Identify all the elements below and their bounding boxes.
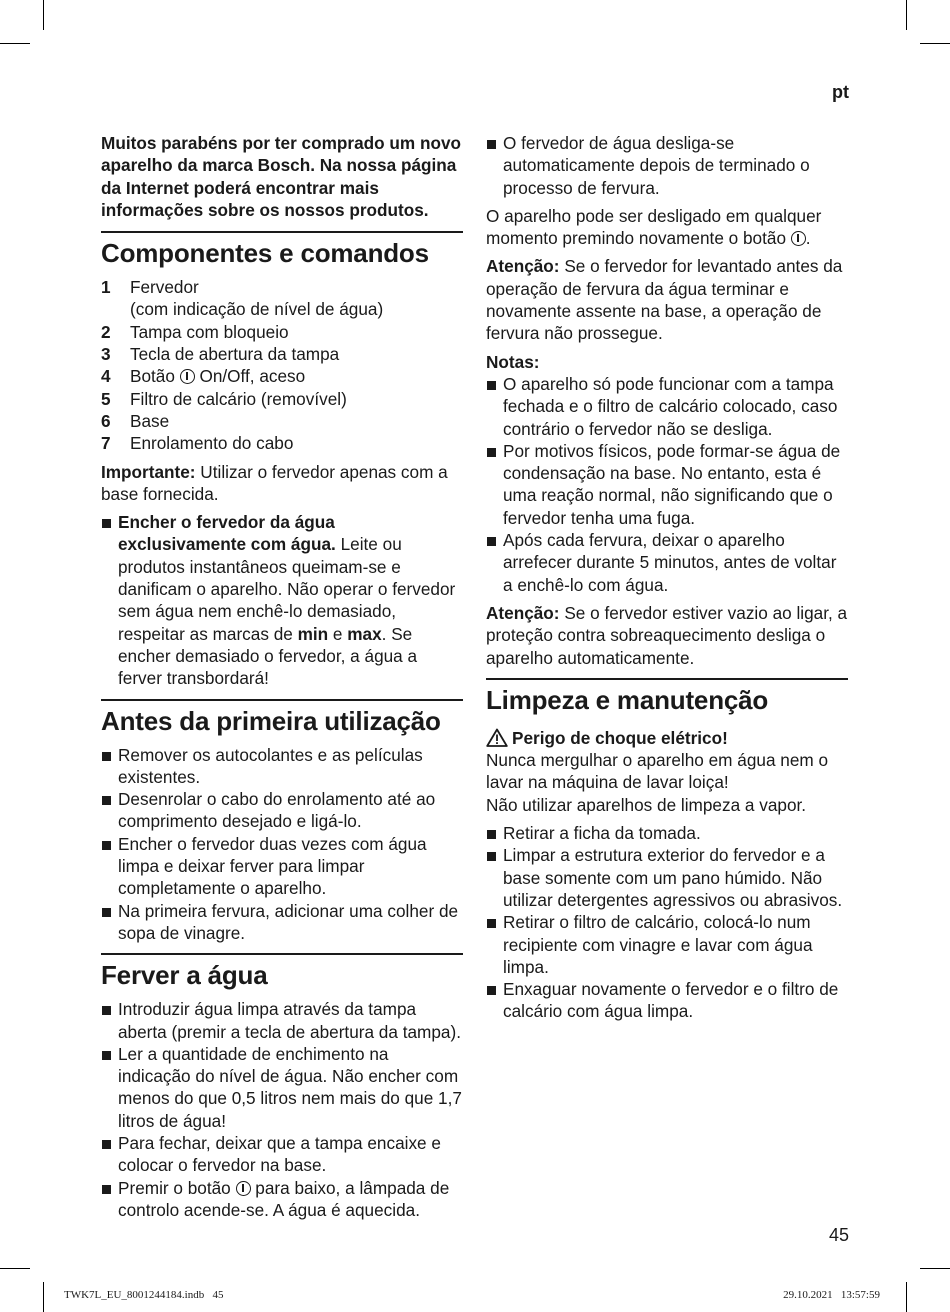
cleaning-note-1: Nunca mergulhar o aparelho em água nem o lavar na máquina de lavar loiça! (486, 750, 829, 793)
notes-list (486, 373, 848, 596)
item-text: Enrolamento do cabo (130, 433, 294, 454)
list-item (101, 1177, 463, 1222)
attention-label: Atenção: (486, 602, 560, 623)
section-heading-cleaning: Limpeza e manutenção (486, 678, 848, 715)
item-text: Base (130, 410, 170, 431)
cleaning-list (486, 822, 848, 1023)
important-label: Importante: (101, 461, 196, 482)
crop-mark (43, 1282, 44, 1312)
list-item: O fervedor de água desliga-se automaticamente depois de terminado o processo de fervura. (486, 132, 848, 199)
power-icon (236, 1181, 251, 1196)
footer-filename: TWK7L_EU_8001244184.indb 45 (64, 1289, 224, 1301)
component-item (101, 343, 463, 365)
left-column (101, 132, 463, 1227)
attention-text: Se o fervedor estiver vazio ao ligar, a proteção contra sobreaquecimento desliga o aparelho automaticamente. (486, 602, 848, 668)
attention-note-2 (486, 602, 848, 669)
crop-mark (0, 43, 30, 44)
fill-warning-text-end: . Se encher demasiado o fervedor, a água a ferver transbordará! (118, 623, 418, 689)
item-text: On/Off, aceso (194, 366, 306, 387)
crop-mark (43, 0, 44, 30)
item-text: Filtro de calcário (removível) (130, 388, 347, 409)
crop-mark (920, 43, 950, 44)
auto-off-list (486, 132, 848, 199)
component-item (101, 432, 463, 454)
list-item: Por motivos físicos, pode formar-se água de condensação na base. No entanto, esta é uma reação normal, não significando que o fervedor tenha uma fuga. (486, 440, 848, 529)
attention-text: Se o fervedor for levantado antes da operação de fervura da água terminar e novamente assente na base, a operação de fervura não prossegue. (486, 256, 843, 344)
switch-off-note (486, 205, 848, 250)
attention-note-1 (486, 255, 848, 344)
list-item: Introduzir água limpa através da tampa aberta (premir a tecla de abertura da tampa). (101, 998, 463, 1043)
item-text: Tampa com bloqueio (130, 321, 289, 342)
fill-warning-list (101, 511, 463, 689)
component-item (101, 410, 463, 432)
component-item (101, 321, 463, 343)
max-mark: max (347, 623, 382, 644)
danger-warning (486, 727, 848, 749)
right-column (486, 132, 848, 1029)
list-item: Retirar a ficha da tomada. (486, 822, 848, 844)
list-item: Após cada fervura, deixar o aparelho arrefecer durante 5 minutos, antes de voltar a enchê-lo com água. (486, 529, 848, 596)
first-use-list (101, 744, 463, 945)
item-number: 6 (101, 410, 111, 431)
list-item: Na primeira fervura, adicionar uma colher de sopa de vinagre. (101, 900, 463, 945)
fill-and: e (328, 623, 348, 644)
crop-mark (906, 1282, 907, 1312)
crop-mark (906, 0, 907, 30)
power-icon (180, 369, 195, 384)
list-item: Remover os autocolantes e as películas existentes. (101, 744, 463, 789)
section-heading-boil: Ferver a água (101, 953, 463, 990)
notes-label (486, 351, 848, 373)
crop-mark (0, 1268, 30, 1269)
notes-label-text: Notas: (486, 351, 540, 372)
language-code: pt (832, 82, 849, 102)
item-number: 1 (101, 277, 111, 298)
important-note (101, 461, 463, 506)
warning-triangle-icon (486, 728, 508, 747)
list-item: Limpar a estrutura exterior do fervedor e a base somente com um pano húmido. Não utilizar detergentes agressivos ou abrasivos. (486, 844, 848, 911)
list-item: Enxaguar novamente o fervedor e o filtro de calcário com água limpa. (486, 978, 848, 1023)
section-heading-components: Componentes e comandos (101, 231, 463, 268)
item-text: Botão (130, 366, 180, 387)
section-heading-first-use: Antes da primeira utilização (101, 699, 463, 736)
power-icon (791, 231, 806, 246)
boil-list (101, 998, 463, 1221)
components-list (101, 276, 463, 454)
list-item: Para fechar, deixar que a tampa encaixe e colocar o fervedor na base. (101, 1132, 463, 1177)
item-number: 2 (101, 321, 111, 342)
fill-warning-text: Leite ou produtos instantâneos queimam-se e danificam o aparelho. Não operar o fervedor sem água nem enchê-lo demasiado, respeitar as marcas de (118, 534, 456, 644)
item-text: Tecla de abertura da tampa (130, 344, 340, 365)
page-number: 45 (828, 1225, 849, 1245)
component-item (101, 388, 463, 410)
footer-timestamp: 29.10.2021 13:57:59 (783, 1289, 880, 1301)
component-item (101, 365, 463, 387)
list-item: Encher o fervedor duas vezes com água limpa e deixar ferver para limpar completamente o aparelho. (101, 833, 463, 900)
list-item: Retirar o filtro de calcário, colocá-lo num recipiente com vinagre e lavar com água limpa. (486, 911, 848, 978)
cleaning-note-2: Não utilizar aparelhos de limpeza a vapor. (486, 794, 807, 815)
item-text: Fervedor (130, 277, 199, 298)
important-text: Utilizar o fervedor apenas com a base fornecida. (101, 461, 448, 504)
list-item: Desenrolar o cabo do enrolamento até ao comprimento desejado e ligá-lo. (101, 788, 463, 833)
min-mark: min (297, 623, 329, 644)
item-number: 3 (101, 344, 111, 365)
switch-off-text: O aparelho pode ser desligado em qualquer momento premindo novamente o botão (486, 205, 822, 249)
item-number: 7 (101, 433, 111, 454)
item-number: 4 (101, 366, 111, 387)
list-item: Ler a quantidade de enchimento na indicação do nível de água. Não encher com menos do que 0,5 litros nem mais do que 1,7 litros de água! (101, 1043, 463, 1132)
item-number: 5 (101, 388, 111, 409)
fill-warning-bold: Encher o fervedor da água exclusivamente com água. (118, 512, 336, 555)
crop-mark (920, 1268, 950, 1269)
list-item: O aparelho só pode funcionar com a tampa fechada e o filtro de calcário colocado, caso contrário o fervedor não se desliga. (486, 373, 848, 440)
intro-text: Muitos parabéns por ter comprado um novo aparelho da marca Bosch. Na nossa página da Internet poderá encontrar mais informações sobre os nossos produtos. (101, 133, 462, 220)
attention-label: Atenção: (486, 256, 560, 277)
item-subtext: (com indicação de nível de água) (130, 299, 384, 320)
press-text: Premir o botão (118, 1177, 236, 1198)
component-item (101, 276, 463, 321)
list-item (101, 511, 463, 689)
press-text-end: para baixo, a lâmpada de controlo acende-se. A água é aquecida. (118, 1177, 450, 1220)
switch-off-end: . (805, 228, 811, 249)
danger-label: Perigo de choque elétrico! (512, 727, 728, 748)
